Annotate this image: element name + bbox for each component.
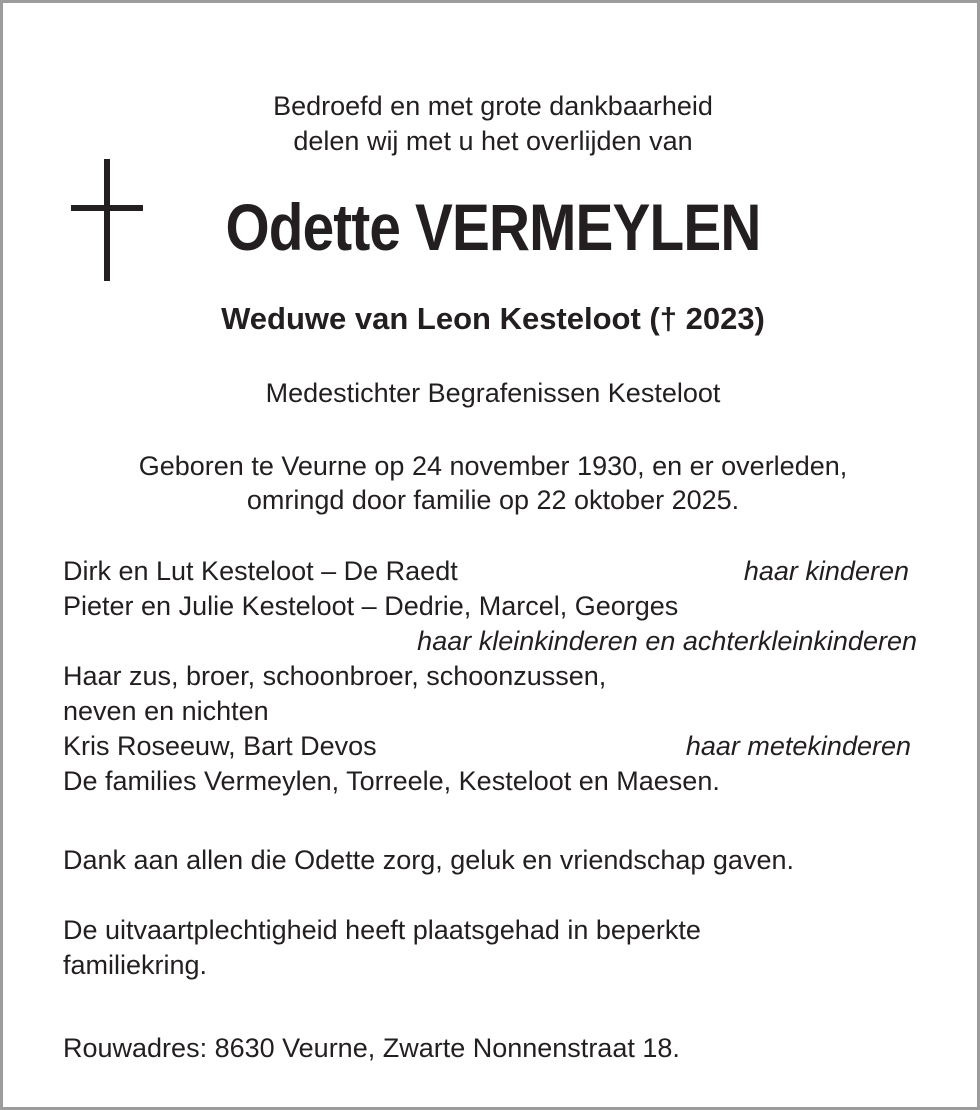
grandchildren-role: haar kleinkinderen en achterkleinkinderen (417, 626, 917, 656)
children-names: Dirk en Lut Kesteloot – De Raedt (63, 556, 458, 586)
children-role: haar kinderen (743, 556, 909, 586)
grandchildren-names: Pieter en Julie Kesteloot – Dedrie, Marcel, Georges (63, 591, 679, 621)
siblings-line-1: Haar zus, broer, schoonbroer, schoonzussen, (63, 661, 607, 691)
funeral-line-2: familiekring. (63, 950, 208, 980)
intro-line-2: delen wij met u het overlijden van (293, 126, 693, 156)
godchildren-role: haar metekinderen (685, 731, 911, 761)
role-line: Medestichter Begrafenissen Kesteloot (265, 378, 721, 408)
widow-of: Weduwe van Leon Kesteloot († 2023) (221, 301, 765, 336)
thanks-line: Dank aan allen die Odette zorg, geluk en vriendschap gaven. (63, 845, 794, 875)
siblings-line-2: neven en nichten (63, 696, 269, 726)
godchildren-names: Kris Roseeuw, Bart Devos (63, 731, 377, 761)
deceased-name: Odette VERMEYLEN (225, 190, 761, 264)
birth-death-line-2: omringd door familie op 22 oktober 2025. (246, 485, 740, 515)
funeral-line-1: De uitvaartplechtigheid heeft plaatsgehad in beperkte (63, 915, 701, 945)
intro-line-1: Bedroefd en met grote dankbaarheid (273, 91, 713, 121)
families-line: De families Vermeylen, Torreele, Kesteloot en Maesen. (63, 766, 720, 796)
address-line: Rouwadres: 8630 Veurne, Zwarte Nonnenstraat 18. (63, 1033, 680, 1063)
birth-death-line-1: Geboren te Veurne op 24 november 1930, en er overleden, (138, 451, 848, 481)
